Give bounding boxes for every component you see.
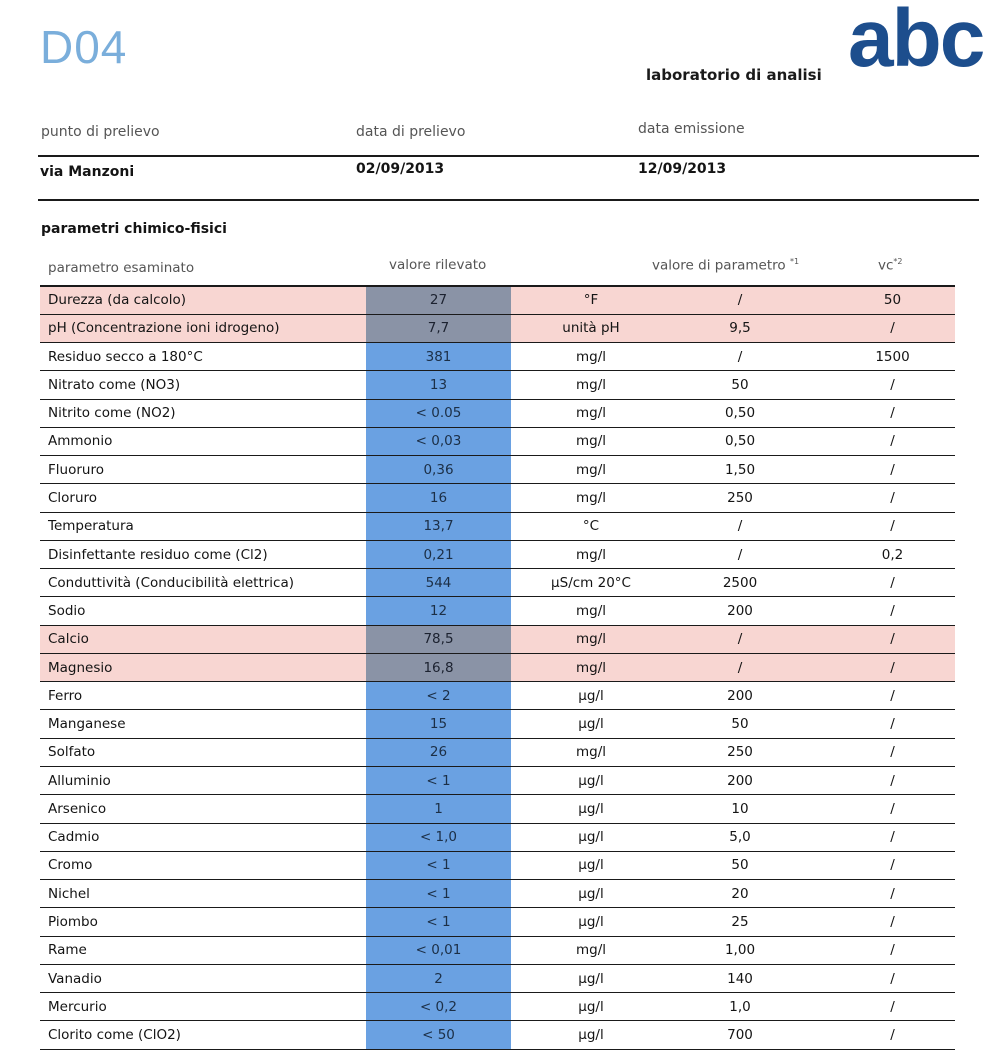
parameter-limit: 5,0 [729,829,751,846]
measured-value: < 0.05 [366,400,511,427]
vc-label: vc [878,257,894,274]
vc-value: / [890,631,895,648]
measured-value: 0,21 [366,541,511,568]
column-header-parameter-value [652,257,799,274]
parameter-limit: 0,50 [724,433,756,450]
table-row [40,626,955,654]
table-row [40,767,955,795]
table-row [40,513,955,541]
column-header-vc [878,257,903,274]
vc-value: / [890,857,895,874]
parameter-name: Mercurio [48,998,107,1015]
vc-value: / [890,829,895,846]
measured-value: 1 [366,795,511,822]
parameter-value-label: valore di parametro [652,257,786,274]
table-row [40,428,955,456]
table-row [40,484,955,512]
measured-value: 26 [366,739,511,766]
parameter-limit: / [737,518,743,535]
unit: µg/l [578,885,604,902]
parameter-limit: 25 [731,913,749,930]
unit: °F [583,292,599,309]
measured-value: 15 [366,710,511,737]
table-row [40,569,955,597]
lab-name: laboratorio di analisi [646,66,822,84]
parameter-limit: 20 [731,885,749,902]
vc-value: / [890,942,895,959]
measured-value: < 0,2 [366,993,511,1020]
measured-value: 12 [366,597,511,624]
unit: µg/l [578,913,604,930]
parameter-name: Nitrato come (NO3) [48,376,181,393]
column-header-parameter: parametro esaminato [48,260,195,276]
table-row [40,908,955,936]
parameter-limit: / [737,348,743,365]
parameter-name: Fluoruro [48,461,104,478]
measured-value: 381 [366,343,511,370]
parameter-limit: 0,50 [724,405,756,422]
parameter-name: Vanadio [48,970,102,987]
table-row [40,824,955,852]
parameter-name: Cloruro [48,489,98,506]
measured-value: 544 [366,569,511,596]
parameter-name: Residuo secco a 180°C [48,348,203,365]
sampling-point-value: via Manzoni [40,164,135,180]
measured-value: 0,36 [366,456,511,483]
unit: mg/l [575,546,607,563]
table-row [40,739,955,767]
issue-date-label: data emissione [638,121,745,137]
note-marker-2: *2 [893,257,903,266]
unit: µg/l [578,829,604,846]
measured-value: < 1,0 [366,824,511,851]
parameter-name: Manganese [48,716,126,733]
results-table [40,285,955,1050]
table-row [40,371,955,399]
parameter-limit: 1,0 [729,998,751,1015]
table-row [40,993,955,1021]
column-header-measured-value: valore rilevato [389,257,487,273]
parameter-name: Disinfettante residuo come (Cl2) [48,546,268,563]
unit: mg/l [575,603,607,620]
parameter-limit: 250 [727,489,753,506]
unit: mg/l [575,405,607,422]
parameter-limit: 10 [731,800,749,817]
parameter-limit: 9,5 [729,320,751,337]
unit: µg/l [578,800,604,817]
parameter-name: Arsenico [48,800,107,817]
vc-value: / [890,800,895,817]
table-row [40,795,955,823]
unit: mg/l [575,376,607,393]
vc-value: / [890,687,895,704]
table-row [40,541,955,569]
unit: µg/l [578,772,604,789]
parameter-limit: 2500 [722,574,758,591]
sampling-point-label: punto di prelievo [41,124,160,140]
unit: mg/l [575,433,607,450]
section-title: parametri chimico-fisici [41,221,227,237]
unit: mg/l [575,489,607,506]
parameter-limit: 250 [727,744,753,761]
measured-value: < 2 [366,682,511,709]
sampling-date-label: data di prelievo [356,124,466,140]
table-row [40,343,955,371]
header-divider-top [38,155,979,157]
parameter-limit: 200 [727,687,753,704]
measured-value: 7,7 [366,315,511,342]
vc-value: / [890,489,895,506]
parameter-limit: 200 [727,772,753,789]
vc-value: / [890,885,895,902]
vc-value: 1500 [875,348,910,365]
header-divider-bottom [38,199,979,201]
unit: mg/l [575,659,607,676]
table-row [40,937,955,965]
vc-value: / [890,433,895,450]
table-row [40,456,955,484]
parameter-limit: 700 [727,1027,753,1044]
parameter-name: Clorito come (ClO2) [48,1027,181,1044]
unit: mg/l [575,631,607,648]
parameter-name: Rame [48,942,87,959]
measured-value: < 50 [366,1021,511,1048]
measured-value: < 0,01 [366,937,511,964]
unit: °C [582,518,600,535]
parameter-name: Ferro [48,687,83,704]
parameter-limit: 140 [727,970,753,987]
vc-value: / [890,716,895,733]
document-code: D04 [40,21,128,73]
unit: µg/l [578,998,604,1015]
parameter-limit: / [737,631,743,648]
parameter-limit: 50 [731,857,749,874]
unit: mg/l [575,461,607,478]
table-row [40,710,955,738]
table-row [40,880,955,908]
measured-value: < 1 [366,908,511,935]
table-row [40,597,955,625]
measured-value: 78,5 [366,626,511,653]
unit: mg/l [575,744,607,761]
parameter-limit: 200 [727,603,753,620]
vc-value: / [890,772,895,789]
unit: unità pH [562,320,620,337]
vc-value: / [890,913,895,930]
parameter-limit: / [737,292,743,309]
parameter-name: Nitrito come (NO2) [48,405,176,422]
sampling-date-value: 02/09/2013 [356,161,445,177]
vc-value: / [890,970,895,987]
measured-value: 16 [366,484,511,511]
parameter-name: Piombo [48,913,98,930]
vc-value: / [890,320,895,337]
unit: µg/l [578,687,604,704]
parameter-limit: / [737,546,743,563]
vc-value: / [890,518,895,535]
vc-value: / [890,659,895,676]
vc-value: 50 [883,292,902,309]
vc-value: / [890,461,895,478]
unit: mg/l [575,348,607,365]
table-row [40,852,955,880]
parameter-name: Calcio [48,631,89,648]
issue-date-value: 12/09/2013 [638,161,727,177]
vc-value: / [890,998,895,1015]
measured-value: < 1 [366,767,511,794]
vc-value: / [890,376,895,393]
measured-value: < 1 [366,880,511,907]
parameter-name: Cadmio [48,829,100,846]
table-row [40,400,955,428]
measured-value: 2 [366,965,511,992]
table-row [40,1021,955,1049]
unit: µg/l [578,970,604,987]
unit: µS/cm 20°C [551,574,631,591]
unit: µg/l [578,857,604,874]
vc-value: / [890,744,895,761]
vc-value: / [890,603,895,620]
vc-value: / [890,574,895,591]
parameter-limit: 1,50 [724,461,756,478]
unit: mg/l [575,942,607,959]
unit: µg/l [578,716,604,733]
parameter-name: pH (Concentrazione ioni idrogeno) [48,320,280,337]
parameter-name: Ammonio [48,433,113,450]
table-row [40,682,955,710]
parameter-name: Alluminio [48,772,111,789]
parameter-name: Conduttività (Conducibilità elettrica) [48,574,294,591]
vc-value: 0,2 [881,546,904,563]
lab-logo: abc [848,0,984,84]
parameter-name: Magnesio [48,659,113,676]
table-row [40,287,955,315]
vc-value: / [890,1027,895,1044]
table-row [40,965,955,993]
parameter-limit: 50 [731,716,749,733]
table-row [40,654,955,682]
measured-value: 13,7 [366,513,511,540]
parameter-name: Temperatura [48,518,134,535]
note-marker-1: *1 [789,257,800,266]
parameter-limit: 1,00 [724,942,756,959]
parameter-name: Solfato [48,744,96,761]
vc-value: / [890,405,895,422]
measured-value: < 1 [366,852,511,879]
parameter-name: Nichel [48,885,90,902]
parameter-name: Cromo [48,857,93,874]
parameter-limit: / [737,659,743,676]
measured-value: 13 [366,371,511,398]
measured-value: < 0,03 [366,428,511,455]
measured-value: 16,8 [366,654,511,681]
table-row [40,315,955,343]
parameter-name: Durezza (da calcolo) [48,292,187,309]
parameter-name: Sodio [48,603,86,620]
measured-value: 27 [366,287,511,314]
parameter-limit: 50 [731,376,749,393]
unit: µg/l [578,1027,604,1044]
